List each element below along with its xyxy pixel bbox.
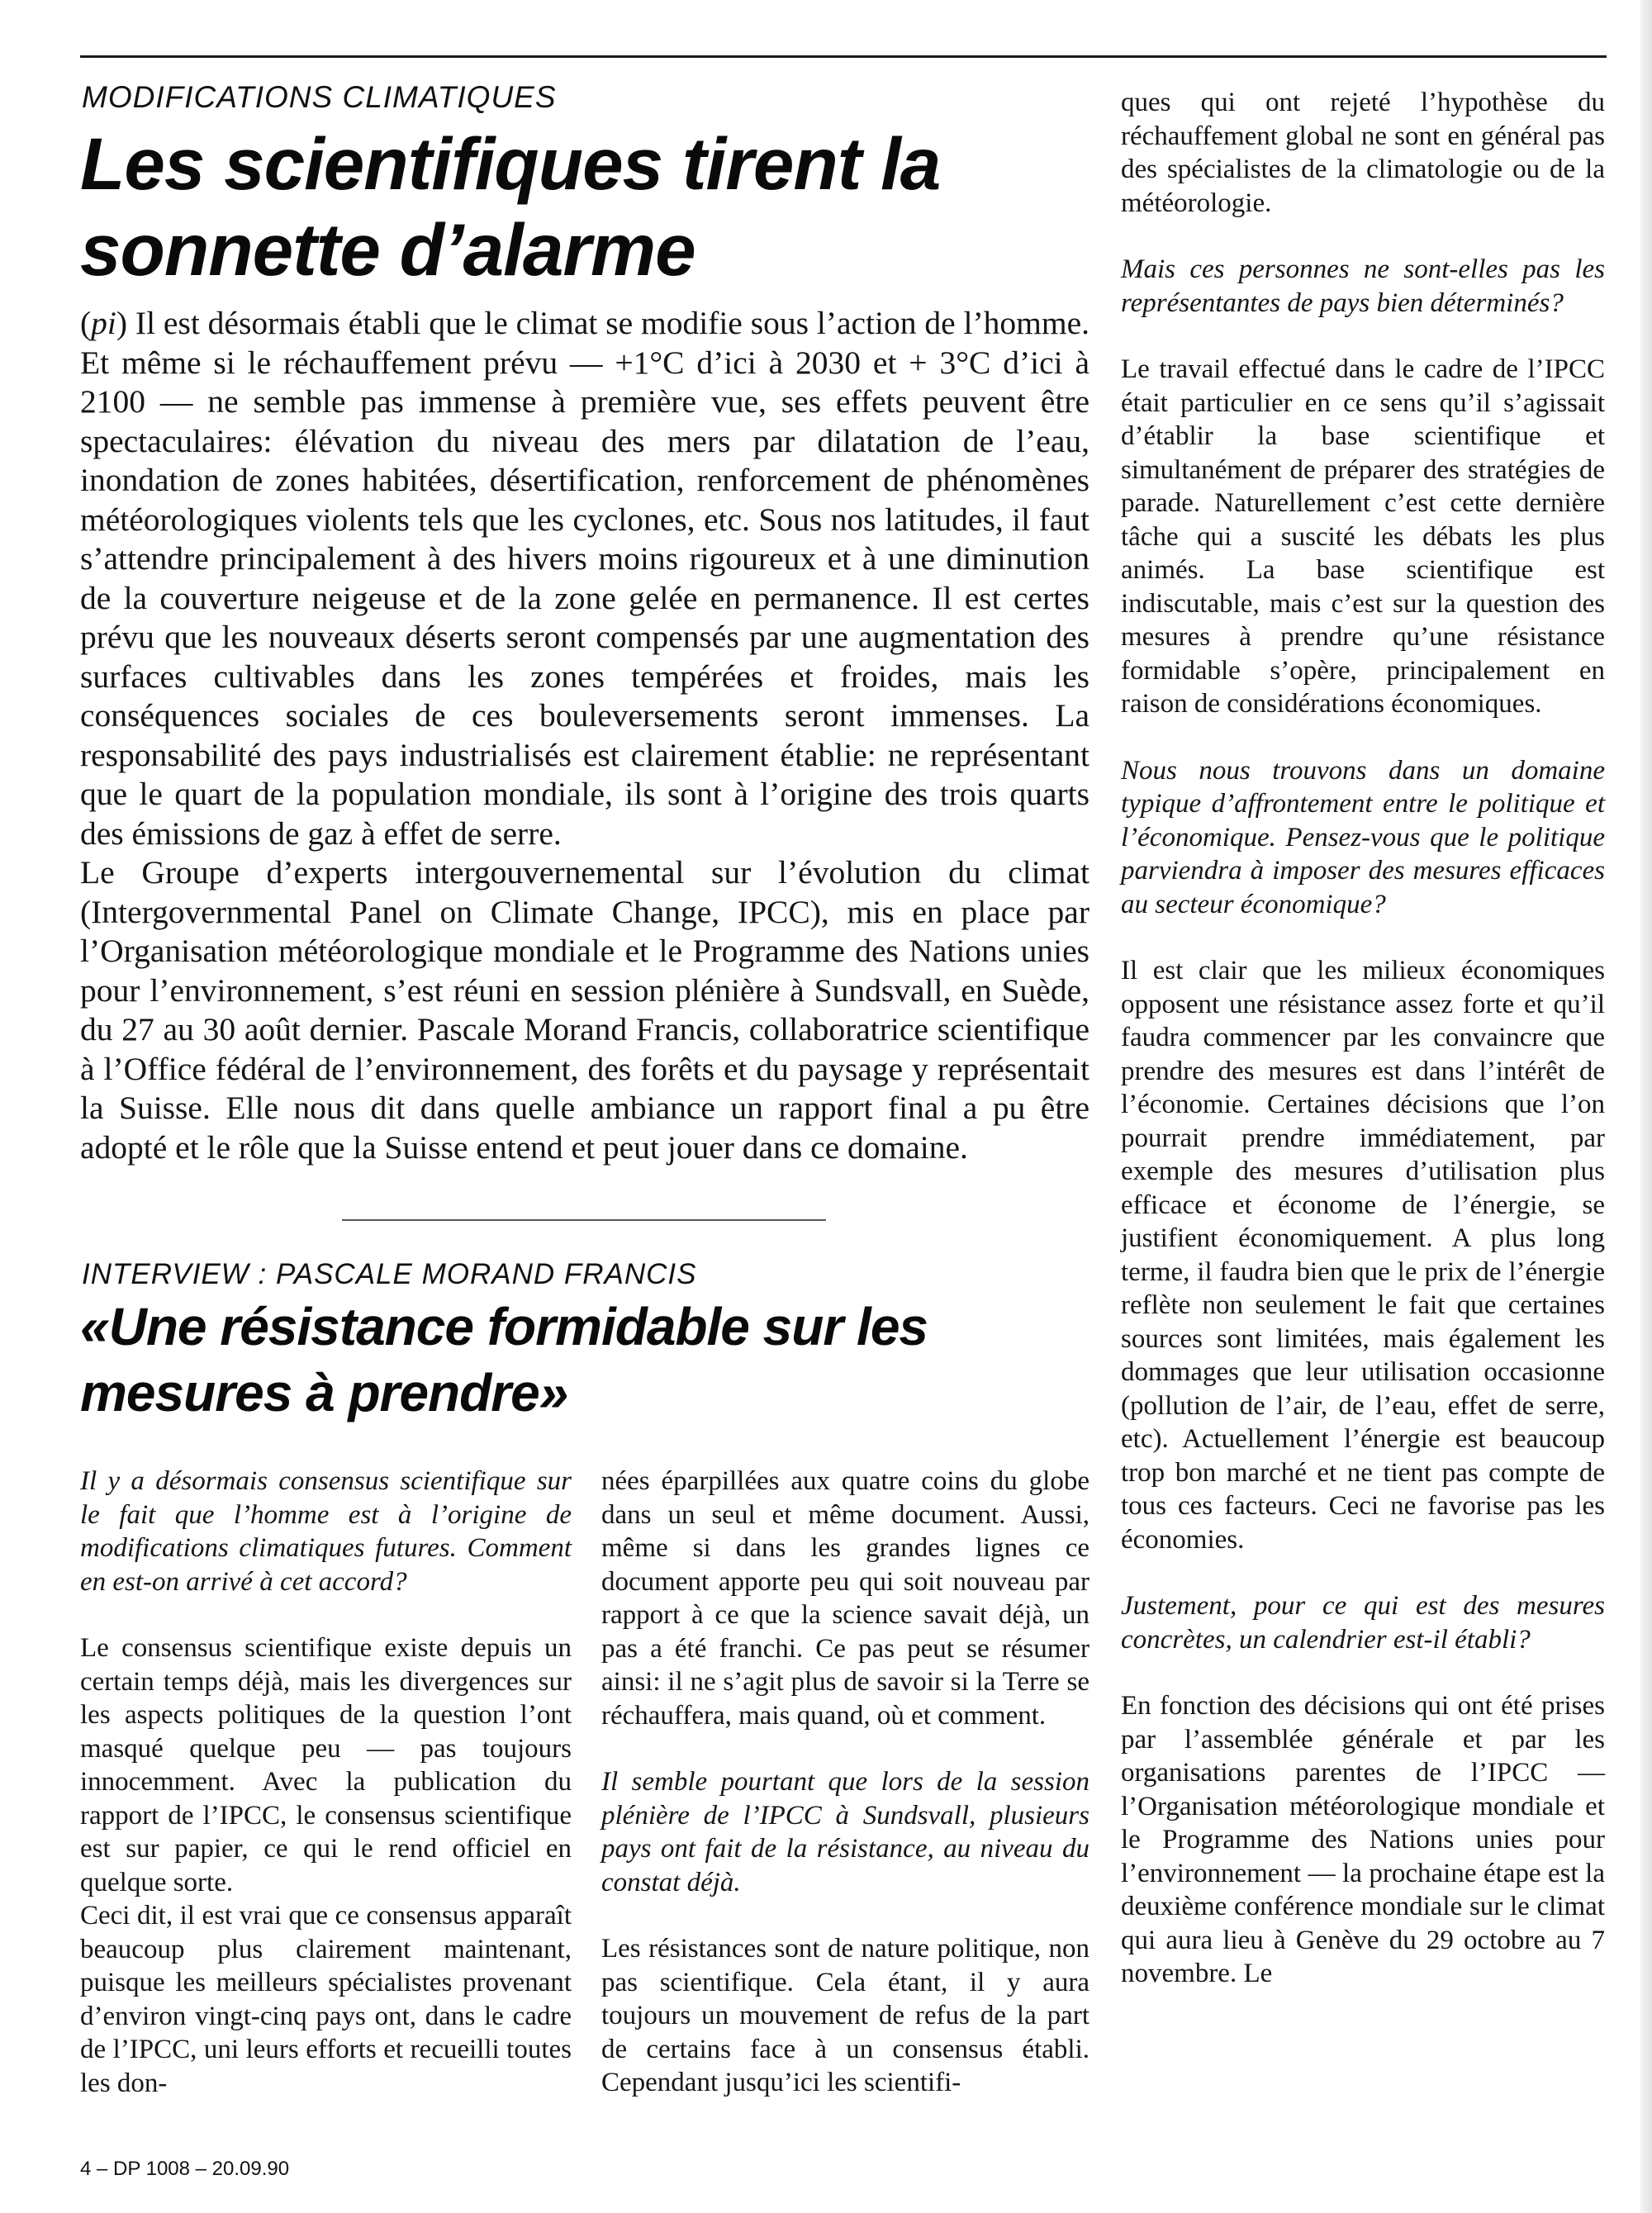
answer-1-continued: nées éparpillées aux quatre coins du globe dans un seul et même document. Aussi, même si dans les grandes lignes ce document apporte peu qui soit nouveau par rapport à ce que la science savait déjà, un pas a été franchi. Ce pas peut se résumer ainsi: il ne s’agit plus de savoir si la Terre se réchauffera, mais quand, où et comment. [601,1466,1089,1731]
article2-headline [80,1294,928,1426]
question-5: Justement, pour ce qui est des mesures concrètes, un calendrier est-il établi? [1121,1591,1605,1655]
answer-5: En fonction des décisions qui ont été prises par l’assemblée générale et par les organisations parentes de l’IPCC — l’Organisation météorologique mondiale et le Programme des Nations unies pour l’environnement — la prochaine étape est la deuxième conférence mondiale sur le climat qui aura lieu à Genève du 29 octobre au 7 novembre. Le [1121,1691,1605,1988]
intro-paragraph-2: Le Groupe d’experts intergouvernemental sur l’évolution du climat (Intergovernmental Panel on Climate Change, IPCC), mis en place par l’Organisation météorologique mondiale et le Programme des Nations unies pour l’environnement, s’est réuni en session plénière à Sundsvall, en Suède, du 27 au 30 août dernier. Pascale Morand Francis, collaboratrice scientifique à l’Office fédéral de l’environnement, des forêts et du paysage y représentait la Suisse. Elle nous dit dans quelle ambiance un rapport final a pu être adopté et le rôle que la Suisse entend et peut jouer dans ce domaine. [80,854,1089,1166]
article1-headline [80,121,940,292]
answer-2: Les résistances sont de nature politique, non pas scientifique. Cela étant, il y aura toujours un mouvement de refus de la part de certains face à un consensus établi. Cependant jusqu’ici les scientifi- [601,1934,1089,2097]
answer-4: Il est clair que les milieux économiques opposent une résistance assez forte et qu’il faudra commencer par les convaincre que prendre des mesures est dans l’intérêt de l’économie. Certaines décisions que l’on pourrait prendre immédiatement, par exemple des mesures d’utilisation plus efficace et économe de l’énergie, se justifient économiquement. A plus long terme, il faudra bien que le prix de l’énergie reflète non seulement le fait que certaines sources sont limitées, mais également les dommages que leur utilisation occasionne (pollution de l’air, de l’eau, effet de serre, etc). Actuellement l’énergie est beaucoup trop bon marché et ne tient pas compte de tous ces facteurs. Ceci ne favorise pas les économies. [1121,956,1605,1555]
article1-headline-line2: sonnette d’alarme [80,208,695,291]
intro-source: pi [91,305,116,341]
scan-edge [1640,0,1652,2213]
answer-1-paragraph-2: Ceci dit, il est vrai que ce consensus apparaît beaucoup plus clairement maintenant, puisque les meilleurs spécialistes provenant d’environ vingt-cinq pays ont, dans le cadre de l’IPCC, uni leurs efforts et recueilli toutes les don- [80,1901,572,2098]
article1-kicker: MODIFICATIONS CLIMATIQUES [82,80,557,114]
question-4: Nous nous trouvons dans un domaine typique d’affrontement entre le politique et l’économique. Pensez-vous que le politique parviendra à imposer des mesures efficaces au secteur économique? [1121,755,1605,919]
article2-headline-line2: mesures à prendre» [80,1363,568,1422]
intro-paragraph-1: (pi) Il est désormais établi que le climat se modifie sous l’action de l’homme. Et même si le réchauffement prévu — +1°C d’ici à 2030 et + 3°C d’ici à 2100 — ne semble pas immense à première vue, ses effets peuvent être spectaculaires: élévation du niveau des mers par dilatation de l’eau, inondation de zones habitées, désertification, renforcement de phénomènes météorologiques violents tels que les cyclones, etc. Sous nos latitudes, il faut s’attendre principalement à des hivers moins rigoureux et à une diminution de la couverture neigeuse et de la zone gelée en permanence. Il est certes prévu que les nouveaux déserts seront compensés par une augmentation des surfaces cultivables dans les zones tempérées et froides, mais les conséquences sociales de ces bouleversements seront immenses. La responsabilité des pays industrialisés est clairement établie: ne représentant que le quart de la population mondiale, ils sont à l’origine des trois quarts des émissions de gaz à effet de serre. [80,305,1089,852]
section-divider [342,1219,826,1221]
answer-2-continued: ques qui ont rejeté l’hypothèse du réchauffement global ne sont en général pas des spécialistes de la climatologie ou de la météorologie. [1121,88,1605,218]
answer-3: Le travail effectué dans le cadre de l’IPCC était particulier en ce sens qu’il s’agissait d’établir la base scientifique et simultanément de préparer des stratégies de parade. Naturellement c’est cette dernière tâche qui a suscité les débats les plus animés. La base scientifique est indiscutable, mais c’est sur la question des mesures à prendre qu’une résistance formidable s’opère, principalement en raison de considérations économiques. [1121,354,1605,719]
article1-intro [80,304,1089,1167]
article2-headline-line1: «Une résistance formidable sur les [80,1297,928,1356]
intro-text-1: Il est désormais établi que le climat se modifie sous l’action de l’homme. Et même si le réchauffement prévu — +1°C d’ici à 2030 et + 3°C d’ici à 2100 — ne semble pas immense à première vue, ses effets peuvent être spectaculaires: élévation du niveau des mers par dilatation de l’eau, inondation de zones habitées, désertification, renforcement de phénomènes météorologiques violents tels que les cyclones, etc. Sous nos latitudes, il faut s’attendre principalement à des hivers moins rigoureux et à une diminution de la couverture neigeuse et de la zone gelée en permanence. Il est certes prévu que les nouveaux déserts seront compensés par une augmentation des surfaces cultivables dans les zones tempérées et froides, mais les conséquences sociales de ces bouleversements seront immenses. La responsabilité des pays industrialisés est clairement établie: ne représentant que le quart de la population mondiale, ils sont à l’origine des trois quarts des émissions de gaz à effet de serre. [80,305,1089,852]
top-rule [80,55,1607,58]
article2-kicker: INTERVIEW : PASCALE MORAND FRANCIS [82,1258,697,1290]
interview-column-2 [601,1465,1089,2100]
question-1: Il y a désormais consensus scientifique sur le fait que l’homme est à l’origine de modifications climatiques futures. Comment en est-on arrivé à cet accord? [80,1466,572,1597]
article1-headline-line1: Les scientifiques tirent la [80,122,941,205]
interview-column-1 [80,1465,572,2100]
interview-column-3 [1121,86,1605,1991]
answer-1-paragraph-1: Le consensus scientifique existe depuis un certain temps déjà, mais les divergences sur les aspects politiques de la question l’ont masqué quelque peu — pas toujours innocemment. Avec la publication du rapport de l’IPCC, le consensus scientifique est sur papier, ce qui le rend officiel en quelque sorte. [80,1633,572,1897]
question-2: Il semble pourtant que lors de la session plénière de l’IPCC à Sundsvall, plusieurs pays ont fait de la résistance, au niveau du constat déjà. [601,1767,1089,1897]
question-3: Mais ces personnes ne sont-elles pas les représentantes de pays bien déterminés? [1121,254,1605,318]
page-footer: 4 – DP 1008 – 20.09.90 [80,2158,290,2180]
